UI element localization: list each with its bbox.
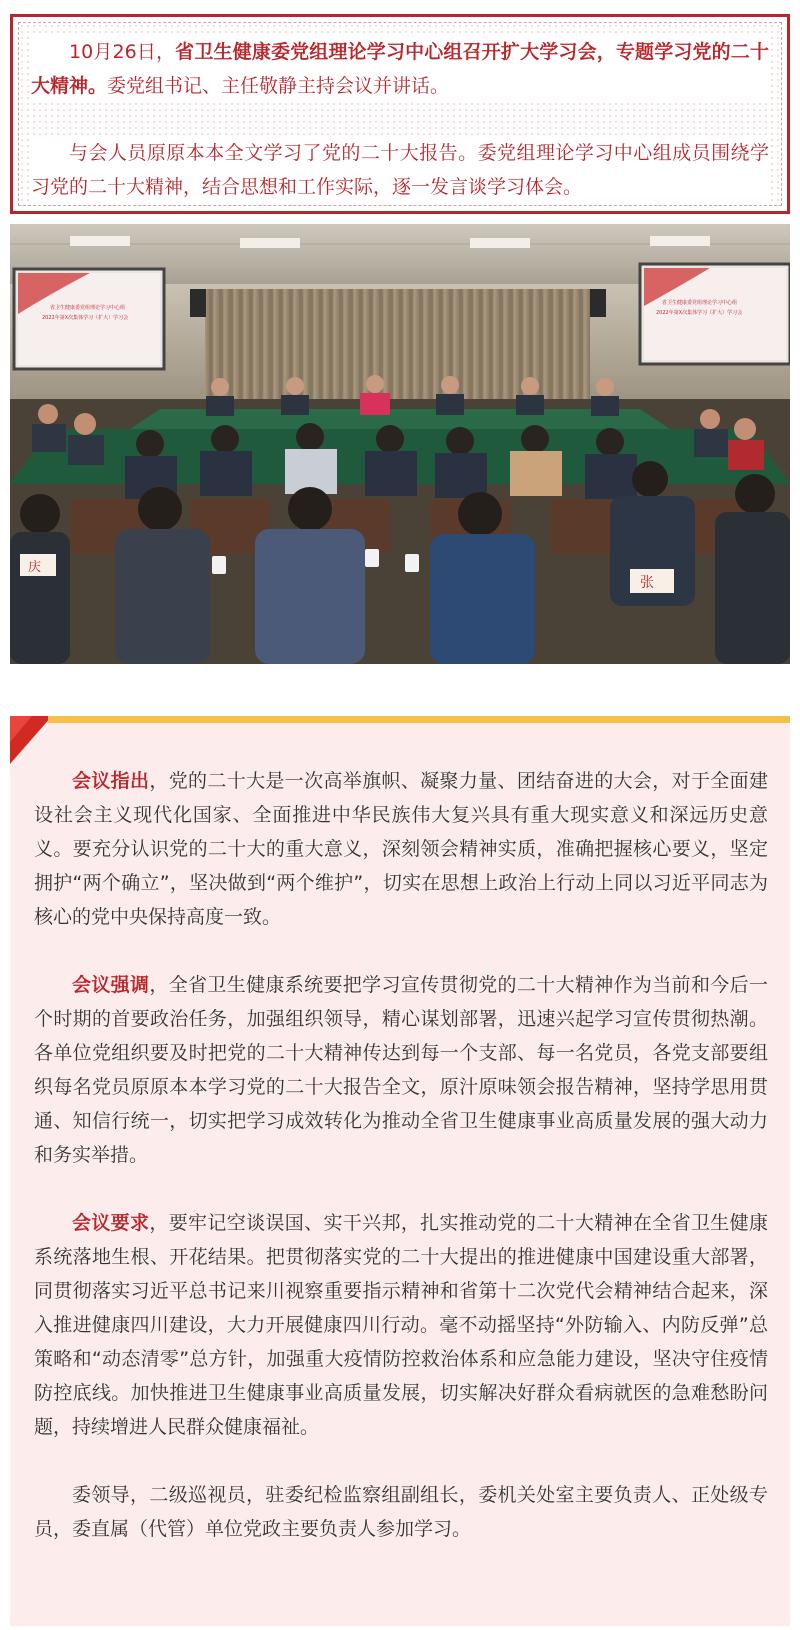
gold-divider <box>48 716 790 723</box>
intro-host-sentence: 委党组书记、主任敬静主持会议并讲话。 <box>107 75 450 97</box>
intro-inner-frame <box>18 22 782 206</box>
intro-headline: 省卫生健康委党组理论学习中心组召开扩大学习会，专题学习党的二十大精神。 <box>31 41 769 97</box>
left-screen-text-1: 省卫生健康委党组理论学习中心组 <box>50 305 126 311</box>
right-screen-text-2: 2022年第X次集体学习（扩大）学习会 <box>656 310 743 316</box>
intro-paragraph-1 <box>31 35 769 103</box>
paragraph-attendees: 委领导，二级巡视员，驻委纪检监察组副组长，委机关处室主要负责人、正处级专员，委直属（代管）单位党政主要负责人参加学习。 <box>34 1484 768 1540</box>
paragraph-2-text: ，全省卫生健康系统要把学习宣传贯彻党的二十大精神作为当前和今后一个时期的首要政治任务，加强组织领导，精心谋划部署，迅速兴起学习宣传贯彻热潮。各单位党组织要及时把党的二十大精神传达到每一个支部、每一名党员，各党支部要组织每名党员原原本本学习党的二十大报告全文，原汁原味领会报告精神，坚持学思用贯通、知信行统一，切实把学习成效转化为推动全省卫生健康事业高质量发展的强大动力和务实举措。 <box>34 974 768 1166</box>
meeting-photo <box>10 224 790 664</box>
paragraph-1-text: ，党的二十大是一次高举旗帜、凝聚力量、团结奋进的大会，对于全面建设社会主义现代化国家、全面推进中华民族伟大复兴具有重大现实意义和深远历史意义。要充分认识党的二十大的重大意义，深刻领会精神实质，准确把握核心要义，坚定拥护“两个确立”，坚决做到“两个维护”，切实在思想上政治上行动上同以习近平同志为核心的党中央保持高度一致。 <box>34 770 768 928</box>
intro-box <box>10 14 790 214</box>
paragraph-3-text: ，要牢记空谈误国、实干兴邦，扎实推动党的二十大精神在全省卫生健康系统落地生根、开花结果。把贯彻落实党的二十大提出的推进健康中国建设重大部署，同贯彻落实习近平总书记来川视察重要指示精神和省第十二次党代会精神结合起来，深入推进健康四川建设，大力开展健康四川行动。毫不动摇坚持“外防输入、内防反弹”总策略和“动态清零”总方针，加强重大疫情防控救治体系和应急能力建设，坚决守住疫情防控底线。加快推进卫生健康事业高质量发展，切实解决好群众看病就医的急难愁盼问题，持续增进人民群众健康福祉。 <box>34 1212 768 1438</box>
keyword-emphasized: 会议强调 <box>72 974 150 996</box>
paragraph-meeting-required <box>34 1206 768 1444</box>
nameplate-right: 张 <box>640 575 654 591</box>
left-screen-text-2: 2022年第X次集体学习（扩大）学习会 <box>42 315 129 321</box>
keyword-pointed-out: 会议指出 <box>72 770 150 792</box>
article-body <box>34 764 768 1546</box>
corner-ribbon-icon <box>10 716 52 764</box>
intro-date: 10月26日， <box>69 41 176 63</box>
paragraph-meeting-emphasized <box>34 968 768 1172</box>
meeting-photo-illustration <box>10 224 790 664</box>
intro-paragraph-2: 与会人员原原本本全文学习了党的二十大报告。委党组理论学习中心组成员围绕学习党的二十大精神，结合思想和工作实际，逐一发言谈学习体会。 <box>31 136 769 204</box>
keyword-required: 会议要求 <box>72 1212 150 1234</box>
right-screen-text-1: 省卫生健康委党组理论学习中心组 <box>662 300 738 306</box>
content-section <box>10 716 790 1626</box>
nameplate-left: 庆 <box>28 560 42 575</box>
paragraph-meeting-pointed-out <box>34 764 768 934</box>
